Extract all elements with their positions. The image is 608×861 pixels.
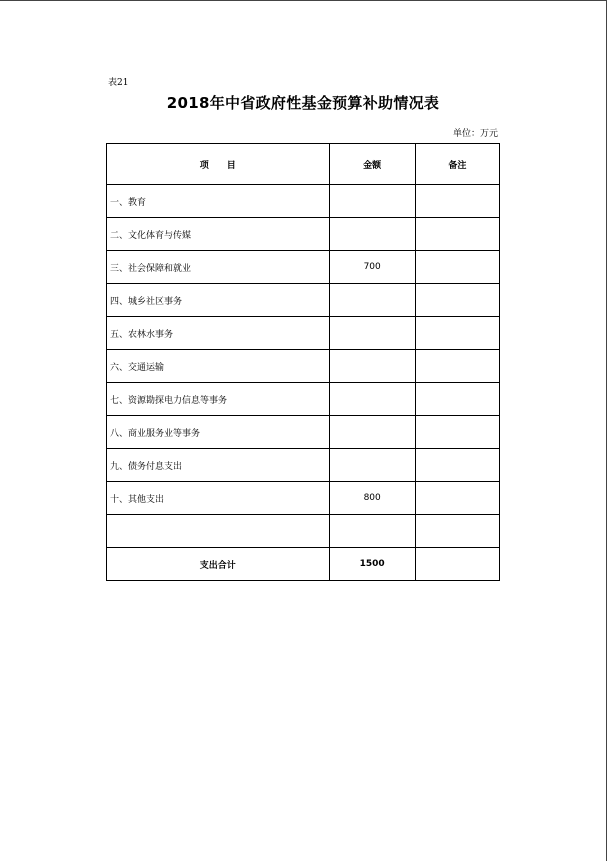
table-row-empty [107,515,500,548]
total-label: 支出合计 [107,548,330,581]
header-note: 备注 [415,144,499,185]
row-item: 一、教育 [107,185,330,218]
unit-label: 单位：万元 [452,129,498,139]
table-number: 表21 [108,78,129,88]
header-amount: 金额 [329,144,415,185]
row-amount [329,284,415,317]
row-amount [329,416,415,449]
table-row [107,350,500,383]
row-amount [329,350,415,383]
row-amount [329,515,415,548]
table-row [107,317,500,350]
row-item: 八、商业服务业等事务 [107,416,330,449]
table-row [107,185,500,218]
table-row [107,284,500,317]
row-item: 九、债务付息支出 [107,449,330,482]
table-row [107,383,500,416]
table-row [107,416,500,449]
row-note [415,350,499,383]
header-item: 项 目 [107,144,330,185]
row-note [415,251,499,284]
page-right-border [606,0,607,861]
row-amount [329,449,415,482]
row-item: 三、社会保障和就业 [107,251,330,284]
table-row [107,218,500,251]
row-item: 二、文化体育与传媒 [107,218,330,251]
row-amount: 800 [329,482,415,515]
row-item: 十、其他支出 [107,482,330,515]
row-note [415,317,499,350]
row-item: 六、交通运输 [107,350,330,383]
row-note [415,449,499,482]
row-note [415,284,499,317]
row-note [415,482,499,515]
page-top-border [0,0,606,1]
row-item: 五、农林水事务 [107,317,330,350]
row-note [415,383,499,416]
row-note [415,515,499,548]
row-note [415,218,499,251]
page-title: 2018年中省政府性基金预算补助情况表 [166,94,440,112]
table-row [107,482,500,515]
row-item [107,515,330,548]
total-row [107,548,500,581]
table-row [107,251,500,284]
total-note [415,548,499,581]
row-note [415,416,499,449]
row-item: 四、城乡社区事务 [107,284,330,317]
row-amount: 700 [329,251,415,284]
budget-table [106,143,500,581]
row-amount [329,383,415,416]
row-amount [329,185,415,218]
row-note [415,185,499,218]
table-header-row [107,144,500,185]
table-row [107,449,500,482]
row-amount [329,218,415,251]
row-item: 七、资源勘探电力信息等事务 [107,383,330,416]
total-amount: 1500 [329,548,415,581]
row-amount [329,317,415,350]
